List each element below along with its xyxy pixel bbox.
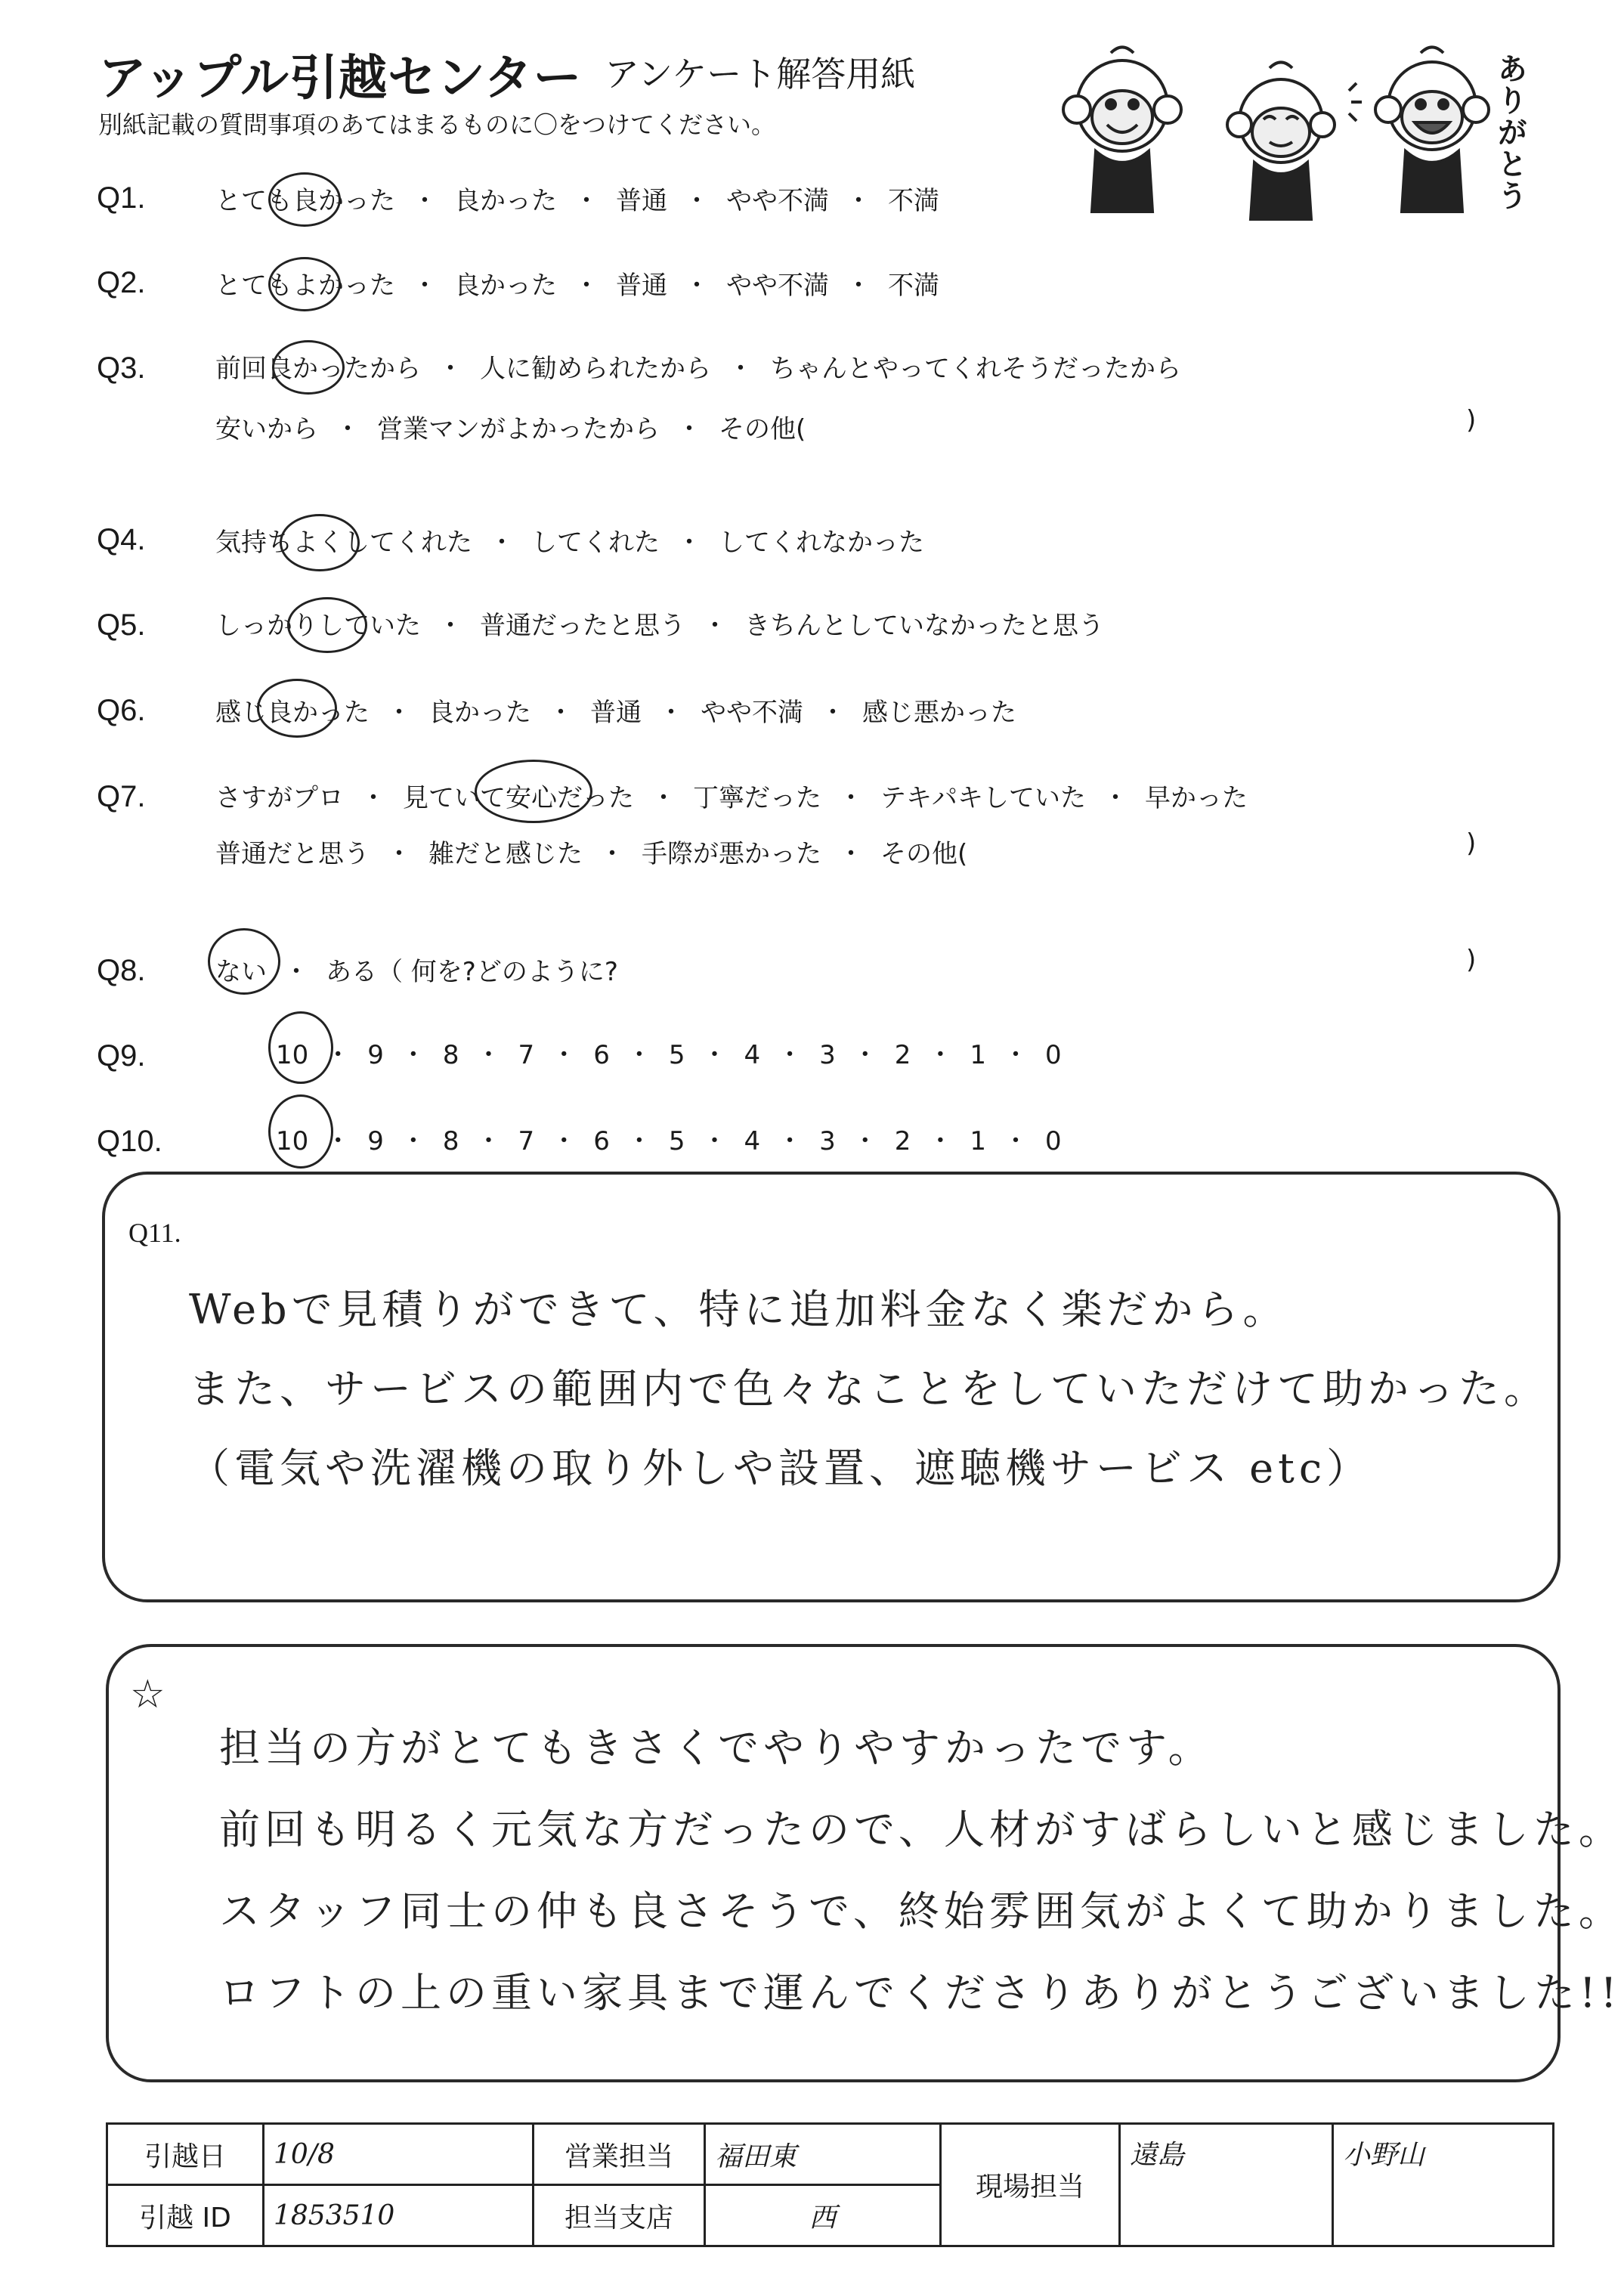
q11-line-3: （電気や洗濯機の取り外しや設置、遮聴機サービス etc） — [189, 1444, 1372, 1492]
move-date-value: 10/8 — [264, 2124, 534, 2185]
q8-options: ない ・ ある（ 何を?どのように? — [215, 957, 618, 987]
q7-close-paren: ) — [1466, 828, 1477, 859]
company-title: アップル引越センター — [98, 51, 583, 107]
move-id-label: 引越 ID — [107, 2185, 264, 2246]
branch-value: 西 — [705, 2185, 941, 2246]
field-staff-1: 遠島 — [1120, 2124, 1333, 2246]
q11-line-1: Webで見積りができて、特に追加料金なく楽だから。 — [189, 1286, 1288, 1333]
field-staff-label: 現場担当 — [941, 2124, 1120, 2246]
q7-label: Q7. — [97, 780, 146, 813]
q4-label: Q4. — [97, 523, 146, 556]
q6-label: Q6. — [97, 694, 146, 727]
q11-label: Q11. — [128, 1218, 181, 1248]
branch-label: 担当支店 — [534, 2185, 705, 2246]
q8-close-paren: ) — [1466, 945, 1477, 975]
q2-answer-circle — [268, 257, 341, 311]
q10-scale: 10 ・ 9 ・ 8 ・ 7 ・ 6 ・ 5 ・ 4 ・ 3 ・ 2 ・ 1 ・ 0 — [276, 1126, 1062, 1156]
q6-answer-circle — [257, 679, 337, 738]
q1-options: とても良かった ・ 良かった ・ 普通 ・ やや不満 ・ 不満 — [215, 186, 939, 216]
q5-answer-circle — [287, 597, 367, 653]
q3-close-paren: ) — [1466, 405, 1477, 435]
sales-value: 福田東 — [705, 2124, 941, 2185]
q7-options-line2: 普通だと思う ・ 雑だと感じた ・ 手際が悪かった ・ その他( — [215, 839, 968, 869]
q1-answer-circle — [268, 172, 341, 227]
q10-label: Q10. — [97, 1125, 162, 1158]
q8-answer-circle — [208, 928, 280, 995]
move-info-table — [106, 2122, 1554, 2247]
instruction-text: 別紙記載の質問事項のあてはまるものに〇をつけてください。 — [98, 110, 776, 139]
field-staff-2: 小野山 — [1333, 2124, 1554, 2246]
q10-answer-circle — [268, 1094, 333, 1169]
q2-options: とてもよかった ・ 良かった ・ 普通 ・ やや不満 ・ 不満 — [215, 271, 939, 301]
move-id-value: 1853510 — [264, 2185, 534, 2246]
q9-answer-circle — [268, 1011, 333, 1084]
q5-label: Q5. — [97, 608, 146, 642]
monkey-mascots-illustration — [1028, 30, 1542, 249]
move-date-label: 引越日 — [107, 2124, 264, 2185]
thanks-text: ありがとう — [1493, 53, 1527, 212]
q1-label: Q1. — [97, 181, 146, 215]
q3-label: Q3. — [97, 351, 146, 385]
q5-options: しっかりしていた ・ 普通だったと思う ・ きちんとしていなかったと思う — [215, 611, 1104, 641]
star-line-4: ロフトの上の重い家具まで運んでくださりありがとうございました!! — [219, 1969, 1622, 2017]
star-icon: ☆ — [130, 1673, 165, 1717]
q4-answer-circle — [280, 514, 360, 571]
q11-line-2: また、サービスの範囲内で色々なことをしていただけて助かった。 — [189, 1365, 1549, 1413]
q3-answer-circle — [272, 340, 345, 395]
q3-options-line1: 前回良かったから ・ 人に勧められたから ・ ちゃんとやってくれそうだったから — [215, 354, 1181, 384]
star-line-2: 前回も明るく元気な方だったので、人材がすばらしいと感じました。 — [219, 1806, 1624, 1853]
q3-options-line2: 安いから ・ 営業マンがよかったから ・ その他( — [215, 414, 806, 444]
q2-label: Q2. — [97, 266, 146, 299]
star-line-1: 担当の方がとてもきさくでやりやすかったです。 — [219, 1724, 1214, 1772]
q4-options: 気持ちよくしてくれた ・ してくれた ・ してくれなかった — [215, 528, 924, 558]
sales-label: 営業担当 — [534, 2124, 705, 2185]
q6-options: 感じ良かった ・ 良かった ・ 普通 ・ やや不満 ・ 感じ悪かった — [215, 698, 1016, 728]
q8-label: Q8. — [97, 954, 146, 987]
form-subtitle: アンケート解答用紙 — [605, 54, 916, 94]
q7-options-line1: さすがプロ ・ 見ていて安心だった ・ 丁寧だった ・ テキパキしていた ・ 早かった — [215, 783, 1248, 813]
star-line-3: スタッフ同士の仲も良さそうで、終始雰囲気がよくて助かりました。 — [219, 1887, 1624, 1935]
q9-label: Q9. — [97, 1039, 146, 1073]
q7-answer-circle — [475, 760, 592, 823]
q9-scale: 10 ・ 9 ・ 8 ・ 7 ・ 6 ・ 5 ・ 4 ・ 3 ・ 2 ・ 1 ・ 0 — [276, 1040, 1062, 1070]
